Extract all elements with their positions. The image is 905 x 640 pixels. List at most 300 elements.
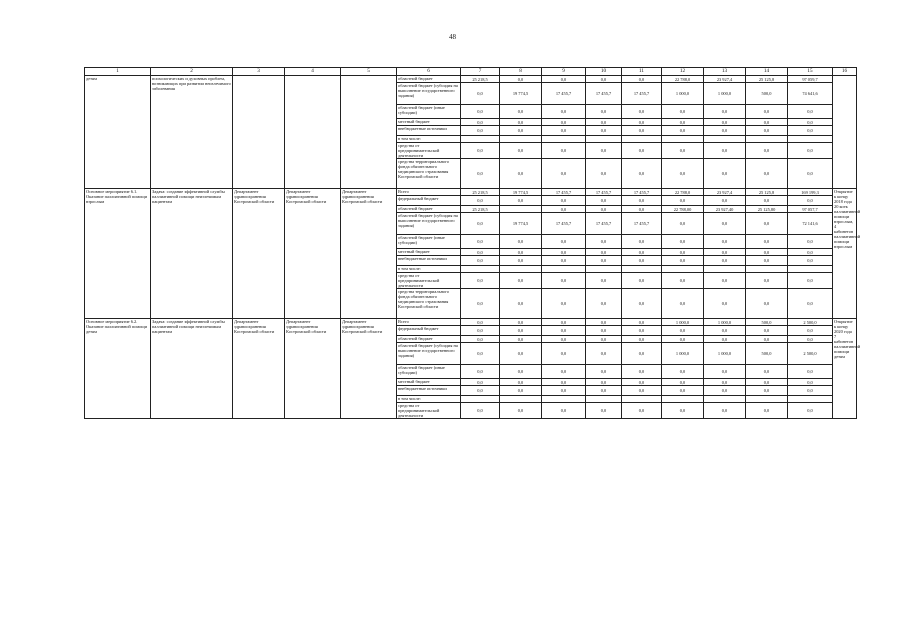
- value-cell: [788, 266, 833, 273]
- value-cell: 0,0: [788, 379, 833, 386]
- value-cell: 0,0: [622, 289, 662, 319]
- value-cell: 0,0: [788, 336, 833, 343]
- value-cell: 1 000,0: [662, 83, 704, 105]
- value-cell: 0,0: [622, 196, 662, 206]
- value-cell: 0,0: [704, 326, 746, 336]
- value-cell: 0,0: [662, 403, 704, 419]
- value-cell: [788, 136, 833, 143]
- value-cell: 0,0: [704, 235, 746, 249]
- value-cell: 0,0: [586, 76, 622, 83]
- value-cell: 0,0: [586, 249, 622, 256]
- value-cell: 0,0: [586, 256, 622, 266]
- value-cell: 0,0: [788, 105, 833, 119]
- value-cell: [704, 396, 746, 403]
- table-row: [85, 76, 857, 83]
- value-cell: [746, 266, 788, 273]
- value-cell: 0,0: [586, 336, 622, 343]
- funding-source-label: областной бюджет (иные субсидии): [397, 105, 461, 119]
- value-cell: 0,0: [461, 273, 500, 289]
- header-cell: 7: [461, 68, 500, 76]
- header-cell: 5: [341, 68, 397, 76]
- measure-c3: [233, 76, 285, 189]
- budget-table: [84, 67, 861, 419]
- value-cell: 0,0: [704, 365, 746, 379]
- value-cell: 0,0: [662, 289, 704, 319]
- value-cell: 0,0: [746, 159, 788, 189]
- value-cell: 0,0: [542, 403, 586, 419]
- value-cell: 23 927,40: [704, 206, 746, 213]
- value-cell: 25 125,8: [746, 189, 788, 196]
- value-cell: [586, 266, 622, 273]
- header-cell: 2: [151, 68, 233, 76]
- value-cell: 0,0: [662, 249, 704, 256]
- measure-c1: детям: [85, 76, 151, 189]
- value-cell: 0,0: [461, 379, 500, 386]
- funding-source-label: областной бюджет: [397, 206, 461, 213]
- header-cell: 6: [397, 68, 461, 76]
- table-row: [85, 319, 857, 326]
- value-cell: 74 641,6: [788, 83, 833, 105]
- value-cell: 97 057,7: [788, 206, 833, 213]
- value-cell: 0,0: [622, 326, 662, 336]
- value-cell: [461, 136, 500, 143]
- value-cell: 0,0: [622, 403, 662, 419]
- header-cell: 11: [622, 68, 662, 76]
- value-cell: 0,0: [586, 119, 622, 126]
- header-cell: 16: [833, 68, 857, 76]
- value-cell: 0,0: [704, 273, 746, 289]
- value-cell: 0,0: [500, 256, 542, 266]
- header-cell: 4: [285, 68, 341, 76]
- value-cell: 0,0: [542, 249, 586, 256]
- value-cell: 0,0: [622, 119, 662, 126]
- value-cell: [662, 136, 704, 143]
- measure-c2: Задача: создание эффективной службы паллиативной помощи неизлечимым пациентам: [151, 189, 233, 319]
- funding-source-label: в том числе:: [397, 136, 461, 143]
- value-cell: 1 000,0: [704, 83, 746, 105]
- funding-source-label: областной бюджет (субсидия на выполнение государственного задания): [397, 343, 461, 365]
- value-cell: 0,0: [542, 289, 586, 319]
- value-cell: 0,0: [542, 343, 586, 365]
- funding-source-label: областной бюджет (субсидия на выполнение государственного задания): [397, 213, 461, 235]
- value-cell: 25 218,5: [461, 76, 500, 83]
- value-cell: 0,0: [746, 336, 788, 343]
- measure-c4: Департамент здравоохранения Костромской области: [285, 319, 341, 419]
- value-cell: 0,0: [461, 343, 500, 365]
- value-cell: 0,0: [622, 379, 662, 386]
- funding-source-label: областной бюджет: [397, 336, 461, 343]
- value-cell: 19 774,5: [500, 189, 542, 196]
- value-cell: 22 788,0: [662, 189, 704, 196]
- value-cell: 0,0: [586, 196, 622, 206]
- value-cell: 22 788,00: [662, 206, 704, 213]
- value-cell: 0,0: [586, 235, 622, 249]
- value-cell: 0,0: [746, 105, 788, 119]
- header-cell: 12: [662, 68, 704, 76]
- value-cell: 17 455,7: [542, 83, 586, 105]
- value-cell: 0,0: [788, 326, 833, 336]
- value-cell: 0,0: [461, 119, 500, 126]
- value-cell: 0,0: [461, 143, 500, 159]
- value-cell: 0,0: [542, 206, 586, 213]
- value-cell: 25 218,5: [461, 189, 500, 196]
- measure-c5: [341, 76, 397, 189]
- expected-result: Открытие к концу 2020 года 7 кабинетов паллиативной помощи детям: [833, 319, 857, 419]
- expected-result: Открытие к концу 2018 года 20 коек паллиативной помощи взрослым, 4 кабинетов паллиативной помощи взрослым: [833, 189, 857, 319]
- value-cell: 0,0: [542, 336, 586, 343]
- value-cell: 0,0: [542, 126, 586, 136]
- value-cell: 0,0: [500, 235, 542, 249]
- value-cell: 0,0: [461, 126, 500, 136]
- funding-source-label: средства территориального фонда обязательного медицинского страхования Костромской области: [397, 289, 461, 319]
- measure-c1: Основное мероприятие 6.2. Оказание паллиативной помощи детям: [85, 319, 151, 419]
- value-cell: [704, 136, 746, 143]
- value-cell: 0,0: [662, 386, 704, 396]
- value-cell: 0,0: [542, 365, 586, 379]
- funding-source-label: областной бюджет (субсидия на выполнение государственного задания): [397, 83, 461, 105]
- value-cell: 0,0: [542, 143, 586, 159]
- value-cell: 0,0: [704, 256, 746, 266]
- value-cell: [662, 396, 704, 403]
- value-cell: 0,0: [586, 343, 622, 365]
- value-cell: [542, 266, 586, 273]
- funding-source-label: внебюджетные источники: [397, 386, 461, 396]
- value-cell: 0,0: [622, 319, 662, 326]
- value-cell: 0,0: [500, 319, 542, 326]
- funding-source-label: средства от предпринимательской деятельности: [397, 143, 461, 159]
- value-cell: 0,0: [662, 273, 704, 289]
- value-cell: 0,0: [500, 143, 542, 159]
- value-cell: 0,0: [788, 256, 833, 266]
- value-cell: 169 199,3: [788, 189, 833, 196]
- measure-c4: Департамент здравоохранения Костромской области: [285, 189, 341, 319]
- value-cell: 0,0: [746, 213, 788, 235]
- value-cell: 0,0: [586, 403, 622, 419]
- value-cell: 0,0: [542, 326, 586, 336]
- value-cell: 0,0: [622, 336, 662, 343]
- value-cell: 0,0: [542, 235, 586, 249]
- value-cell: 0,0: [622, 256, 662, 266]
- value-cell: 0,0: [586, 386, 622, 396]
- value-cell: 0,0: [500, 289, 542, 319]
- value-cell: 0,0: [500, 379, 542, 386]
- funding-source-label: внебюджетные источники: [397, 256, 461, 266]
- value-cell: 17 455,7: [586, 213, 622, 235]
- value-cell: 0,0: [746, 196, 788, 206]
- value-cell: [622, 396, 662, 403]
- value-cell: 0,0: [746, 379, 788, 386]
- funding-source-label: областной бюджет: [397, 76, 461, 83]
- value-cell: [746, 396, 788, 403]
- value-cell: 0,0: [746, 249, 788, 256]
- value-cell: 17 455,7: [542, 189, 586, 196]
- value-cell: 0,0: [704, 289, 746, 319]
- value-cell: [461, 266, 500, 273]
- value-cell: [704, 266, 746, 273]
- value-cell: 0,0: [500, 386, 542, 396]
- value-cell: 17 455,7: [622, 83, 662, 105]
- value-cell: [622, 136, 662, 143]
- value-cell: 0,0: [500, 119, 542, 126]
- table-row: [85, 189, 857, 196]
- value-cell: 17 455,7: [542, 213, 586, 235]
- value-cell: 0,0: [500, 126, 542, 136]
- funding-source-label: областной бюджет (иные субсидии): [397, 235, 461, 249]
- value-cell: 0,0: [461, 249, 500, 256]
- value-cell: 0,0: [461, 289, 500, 319]
- header-cell: 8: [500, 68, 542, 76]
- value-cell: 0,0: [500, 76, 542, 83]
- value-cell: 23 927,4: [704, 76, 746, 83]
- measure-c1: Основное мероприятие 6.1. Оказание паллиативной помощи взрослым: [85, 189, 151, 319]
- value-cell: 0,0: [788, 143, 833, 159]
- value-cell: 0,0: [500, 196, 542, 206]
- value-cell: 0,0: [461, 336, 500, 343]
- value-cell: 0,0: [542, 76, 586, 83]
- value-cell: 0,0: [542, 273, 586, 289]
- value-cell: [622, 266, 662, 273]
- value-cell: [461, 396, 500, 403]
- value-cell: 19 774,5: [500, 83, 542, 105]
- value-cell: 17 455,7: [622, 189, 662, 196]
- page-number: 48: [449, 33, 456, 41]
- value-cell: [542, 396, 586, 403]
- value-cell: 0,0: [662, 336, 704, 343]
- funding-source-label: средства территориального фонда обязательного медицинского страхования Костромской области: [397, 159, 461, 189]
- value-cell: 0,0: [461, 319, 500, 326]
- value-cell: 0,0: [788, 159, 833, 189]
- value-cell: 0,0: [746, 365, 788, 379]
- value-cell: 17 455,7: [586, 83, 622, 105]
- value-cell: 0,0: [704, 105, 746, 119]
- value-cell: 0,0: [788, 249, 833, 256]
- measure-c2: психологических и духовных проблем, возникающих при развитии неизлечимого заболевания: [151, 76, 233, 189]
- value-cell: 0,0: [662, 159, 704, 189]
- value-cell: 0,0: [586, 319, 622, 326]
- value-cell: 0,0: [542, 159, 586, 189]
- header-cell: 1: [85, 68, 151, 76]
- value-cell: 0,0: [586, 365, 622, 379]
- value-cell: 0,0: [704, 196, 746, 206]
- value-cell: 19 774,5: [500, 213, 542, 235]
- value-cell: [500, 136, 542, 143]
- measure-c2: Задача: создание эффективной службы паллиативной помощи неизлечимым пациентам: [151, 319, 233, 419]
- header-cell: 9: [542, 68, 586, 76]
- header-cell: 14: [746, 68, 788, 76]
- value-cell: [662, 266, 704, 273]
- measure-c5: Департамент здравоохранения Костромской области: [341, 319, 397, 419]
- value-cell: 0,0: [788, 386, 833, 396]
- value-cell: 0,0: [586, 273, 622, 289]
- measure-c4: [285, 76, 341, 189]
- value-cell: 0,0: [746, 119, 788, 126]
- value-cell: 0,0: [622, 159, 662, 189]
- value-cell: 0,0: [461, 386, 500, 396]
- value-cell: 0,0: [704, 143, 746, 159]
- value-cell: [586, 396, 622, 403]
- value-cell: 0,0: [542, 379, 586, 386]
- value-cell: 0,0: [622, 105, 662, 119]
- value-cell: 0,0: [461, 256, 500, 266]
- value-cell: 0,0: [461, 235, 500, 249]
- value-cell: 0,0: [788, 119, 833, 126]
- value-cell: 1 000,0: [662, 319, 704, 326]
- value-cell: 25 125,8: [746, 76, 788, 83]
- value-cell: 0,0: [622, 206, 662, 213]
- value-cell: [500, 206, 542, 213]
- expected-result: [833, 76, 857, 189]
- value-cell: 0,0: [662, 196, 704, 206]
- value-cell: 0,0: [746, 386, 788, 396]
- value-cell: 17 455,7: [622, 213, 662, 235]
- value-cell: 0,0: [542, 105, 586, 119]
- funding-source-label: федеральный бюджет: [397, 196, 461, 206]
- funding-source-label: Всего: [397, 189, 461, 196]
- funding-source-label: Всего: [397, 319, 461, 326]
- measure-c3: Департамент здравоохранения Костромской области: [233, 319, 285, 419]
- value-cell: 0,0: [662, 119, 704, 126]
- funding-source-label: средства от предпринимательской деятельности: [397, 403, 461, 419]
- value-cell: 22 788,0: [662, 76, 704, 83]
- value-cell: 0,0: [542, 386, 586, 396]
- value-cell: 0,0: [622, 365, 662, 379]
- value-cell: 0,0: [746, 256, 788, 266]
- value-cell: 0,0: [662, 126, 704, 136]
- value-cell: [788, 396, 833, 403]
- funding-source-label: местный бюджет: [397, 119, 461, 126]
- value-cell: 0,0: [461, 196, 500, 206]
- value-cell: 0,0: [662, 213, 704, 235]
- value-cell: 0,0: [788, 365, 833, 379]
- value-cell: 0,0: [586, 143, 622, 159]
- value-cell: 0,0: [500, 403, 542, 419]
- value-cell: 0,0: [500, 336, 542, 343]
- value-cell: 0,0: [542, 119, 586, 126]
- value-cell: 0,0: [461, 213, 500, 235]
- funding-source-label: в том числе:: [397, 266, 461, 273]
- value-cell: 0,0: [704, 249, 746, 256]
- value-cell: [542, 136, 586, 143]
- value-cell: 0,0: [704, 213, 746, 235]
- value-cell: 0,0: [704, 126, 746, 136]
- value-cell: 0,0: [500, 105, 542, 119]
- value-cell: 23 927,4: [704, 189, 746, 196]
- value-cell: 0,0: [788, 273, 833, 289]
- value-cell: 1 000,0: [704, 319, 746, 326]
- value-cell: 0,0: [704, 159, 746, 189]
- header-cell: 15: [788, 68, 833, 76]
- header-cell: 10: [586, 68, 622, 76]
- value-cell: 0,0: [746, 235, 788, 249]
- value-cell: 0,0: [586, 159, 622, 189]
- value-cell: 0,0: [542, 319, 586, 326]
- value-cell: 17 455,7: [586, 189, 622, 196]
- value-cell: 25 218,5: [461, 206, 500, 213]
- value-cell: 0,0: [461, 326, 500, 336]
- funding-source-label: местный бюджет: [397, 379, 461, 386]
- value-cell: 0,0: [704, 403, 746, 419]
- value-cell: 0,0: [662, 143, 704, 159]
- value-cell: 0,0: [461, 159, 500, 189]
- value-cell: 0,0: [662, 379, 704, 386]
- funding-source-label: в том числе:: [397, 396, 461, 403]
- value-cell: [746, 136, 788, 143]
- value-cell: 500,0: [746, 83, 788, 105]
- value-cell: 0,0: [542, 196, 586, 206]
- value-cell: 0,0: [662, 365, 704, 379]
- value-cell: 0,0: [622, 249, 662, 256]
- value-cell: 0,0: [461, 83, 500, 105]
- value-cell: 0,0: [704, 379, 746, 386]
- value-cell: 0,0: [788, 235, 833, 249]
- funding-source-label: средства от предпринимательской деятельности: [397, 273, 461, 289]
- value-cell: 0,0: [586, 379, 622, 386]
- value-cell: 0,0: [704, 386, 746, 396]
- value-cell: 0,0: [586, 105, 622, 119]
- value-cell: 1 000,0: [662, 343, 704, 365]
- value-cell: 0,0: [746, 403, 788, 419]
- value-cell: 0,0: [500, 365, 542, 379]
- value-cell: 0,0: [746, 143, 788, 159]
- value-cell: 0,0: [704, 119, 746, 126]
- value-cell: 0,0: [622, 126, 662, 136]
- value-cell: 0,0: [746, 289, 788, 319]
- value-cell: 500,0: [746, 319, 788, 326]
- value-cell: 0,0: [788, 403, 833, 419]
- value-cell: 0,0: [662, 105, 704, 119]
- funding-source-label: областной бюджет (иные субсидии): [397, 365, 461, 379]
- value-cell: 0,0: [622, 76, 662, 83]
- value-cell: 0,0: [500, 249, 542, 256]
- value-cell: 0,0: [622, 386, 662, 396]
- funding-source-label: местный бюджет: [397, 249, 461, 256]
- value-cell: 0,0: [542, 256, 586, 266]
- value-cell: 2 500,0: [788, 319, 833, 326]
- value-cell: 0,0: [622, 273, 662, 289]
- value-cell: 0,0: [788, 126, 833, 136]
- value-cell: 2 500,0: [788, 343, 833, 365]
- value-cell: 0,0: [586, 206, 622, 213]
- measure-c3: Департамент здравоохранения Костромской области: [233, 189, 285, 319]
- value-cell: 0,0: [500, 343, 542, 365]
- value-cell: 0,0: [461, 105, 500, 119]
- value-cell: [500, 396, 542, 403]
- value-cell: 97 059,7: [788, 76, 833, 83]
- value-cell: 500,0: [746, 343, 788, 365]
- value-cell: 0,0: [788, 196, 833, 206]
- value-cell: 0,0: [662, 235, 704, 249]
- value-cell: 0,0: [500, 159, 542, 189]
- funding-source-label: внебюджетные источники: [397, 126, 461, 136]
- value-cell: 0,0: [662, 326, 704, 336]
- value-cell: [586, 136, 622, 143]
- header-row: [85, 68, 857, 76]
- header-cell: 13: [704, 68, 746, 76]
- value-cell: 0,0: [704, 336, 746, 343]
- value-cell: 0,0: [586, 289, 622, 319]
- value-cell: 1 000,0: [704, 343, 746, 365]
- value-cell: 0,0: [461, 403, 500, 419]
- value-cell: 0,0: [622, 343, 662, 365]
- funding-source-label: федеральный бюджет: [397, 326, 461, 336]
- value-cell: 0,0: [746, 273, 788, 289]
- value-cell: 0,0: [746, 126, 788, 136]
- value-cell: 0,0: [622, 235, 662, 249]
- value-cell: 0,0: [461, 365, 500, 379]
- value-cell: 72 141,6: [788, 213, 833, 235]
- value-cell: 0,0: [788, 289, 833, 319]
- measure-c5: Департамент здравоохранения Костромской области: [341, 189, 397, 319]
